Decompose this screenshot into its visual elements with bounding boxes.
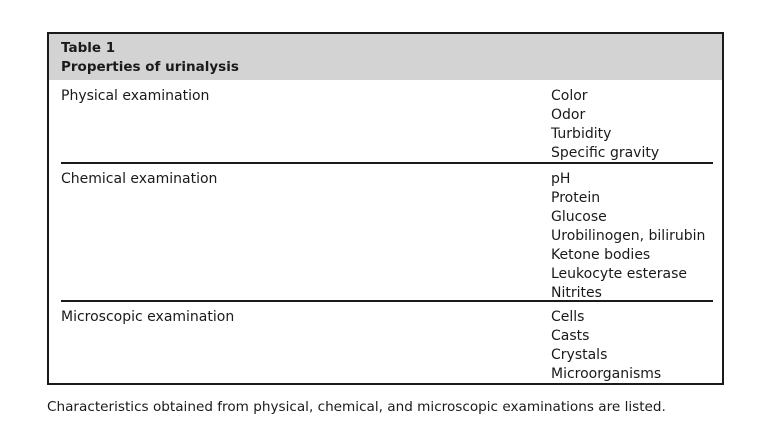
list-item: Leukocyte esterase: [551, 266, 688, 282]
table-number: Table 1: [61, 40, 116, 56]
list-item: Cells: [551, 309, 585, 325]
list-item: Crystals: [551, 347, 608, 363]
list-item: Odor: [551, 107, 586, 123]
list-item: Casts: [551, 328, 590, 344]
list-item: Nitrites: [551, 285, 602, 301]
list-item: pH: [551, 171, 571, 187]
list-item: Glucose: [551, 209, 607, 225]
urinalysis-table: [47, 32, 724, 385]
list-item: Turbidity: [551, 126, 612, 142]
section-label-physical: Physical examination: [61, 88, 210, 104]
list-item: Specific gravity: [551, 145, 660, 161]
section-items-chemical: [551, 170, 705, 303]
section-physical: [49, 80, 722, 162]
list-item: Protein: [551, 190, 601, 206]
section-label-microscopic: Microscopic examination: [61, 309, 235, 325]
list-item: Ketone bodies: [551, 247, 651, 263]
table-title: Properties of urinalysis: [61, 59, 239, 75]
table-header: [49, 34, 722, 80]
section-items-microscopic: [551, 308, 661, 384]
table-caption: Characteristics obtained from physical, chemical, and microscopic examinations are listed.: [47, 399, 666, 415]
section-items-physical: [551, 87, 659, 163]
section-label-chemical: Chemical examination: [61, 171, 218, 187]
section-microscopic: [49, 302, 722, 385]
section-chemical: [49, 164, 722, 300]
list-item: Urobilinogen, bilirubin: [551, 228, 706, 244]
list-item: Color: [551, 88, 588, 104]
list-item: Microorganisms: [551, 366, 662, 382]
